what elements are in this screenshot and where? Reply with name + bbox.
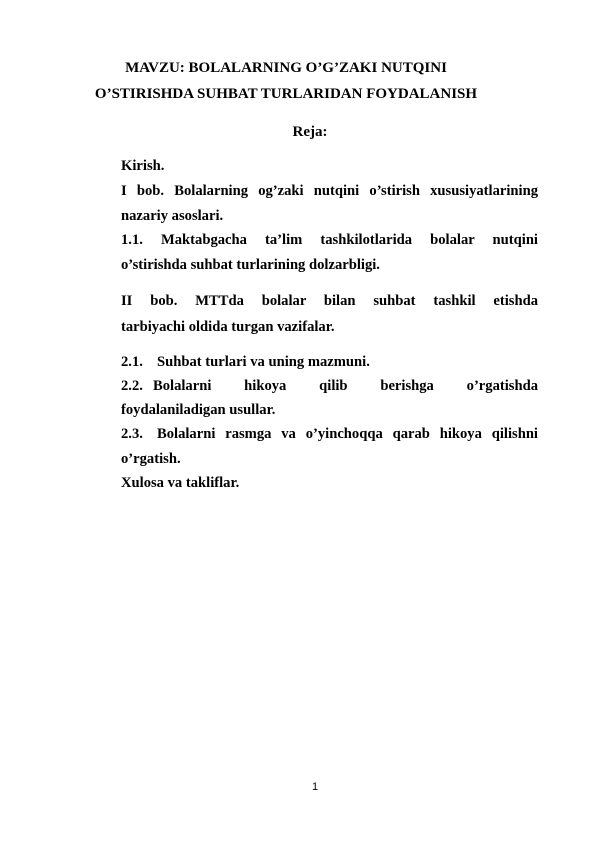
plan-item-2-3-text: Bolalarni rasmga va o’yinchoqqa qarab hikoya qilishni (157, 426, 538, 442)
plan-item-2-2-line-2: foydalaniladigan usullar. (121, 402, 276, 418)
plan-item-2-2-number: 2.2. (121, 378, 143, 394)
plan-item-2-3-line-1 (121, 425, 538, 443)
plan-item-2-3-line-2: o’rgatish. (121, 451, 181, 467)
plan-item-2-3-number: 2.3. (121, 426, 143, 442)
plan-chapter-2-line-2: tarbiyachi oldida turgan vazifalar. (121, 319, 335, 335)
plan-chapter-2-line-1: II bob. MTTda bolalar bilan suhbat tashkil etishda (121, 293, 538, 309)
plan-item-2-1 (121, 353, 538, 371)
plan-chapter-1-line-2: nazariy asoslari. (121, 208, 224, 224)
plan-chapter-1-line-1: I bob. Bolalarning og’zaki nutqini o’stirish xususiyatlarining (121, 183, 538, 199)
plan-item-1-1-line-2: o’stirishda suhbat turlarining dolzarbligi. (121, 257, 380, 273)
plan-item-2-2-text: Bolalarni hikoya qilib berishga o’rgatishda (153, 378, 538, 394)
plan-item-2-1-text: Suhbat turlari va uning mazmuni. (157, 354, 370, 370)
plan-item-2-1-number: 2.1. (121, 354, 143, 370)
plan-item-2-2-line-1 (121, 377, 538, 395)
document-title-line-2: O’STIRISHDA SUHBAT TURLARIDAN FOYDALANISH (94, 86, 478, 102)
plan-item-conclusion: Xulosa va takliflar. (121, 475, 240, 491)
plan-item-1-1-line-1: 1.1. Maktabgacha ta’lim tashkilotlarida bolalar nutqini (121, 232, 538, 248)
plan-item-intro: Kirish. (121, 158, 165, 174)
plan-heading: Reja: (292, 124, 328, 140)
page-number: 1 (311, 781, 319, 793)
document-title-line-1: MAVZU: BOLALARNING O’G’ZAKI NUTQINI (125, 60, 447, 76)
